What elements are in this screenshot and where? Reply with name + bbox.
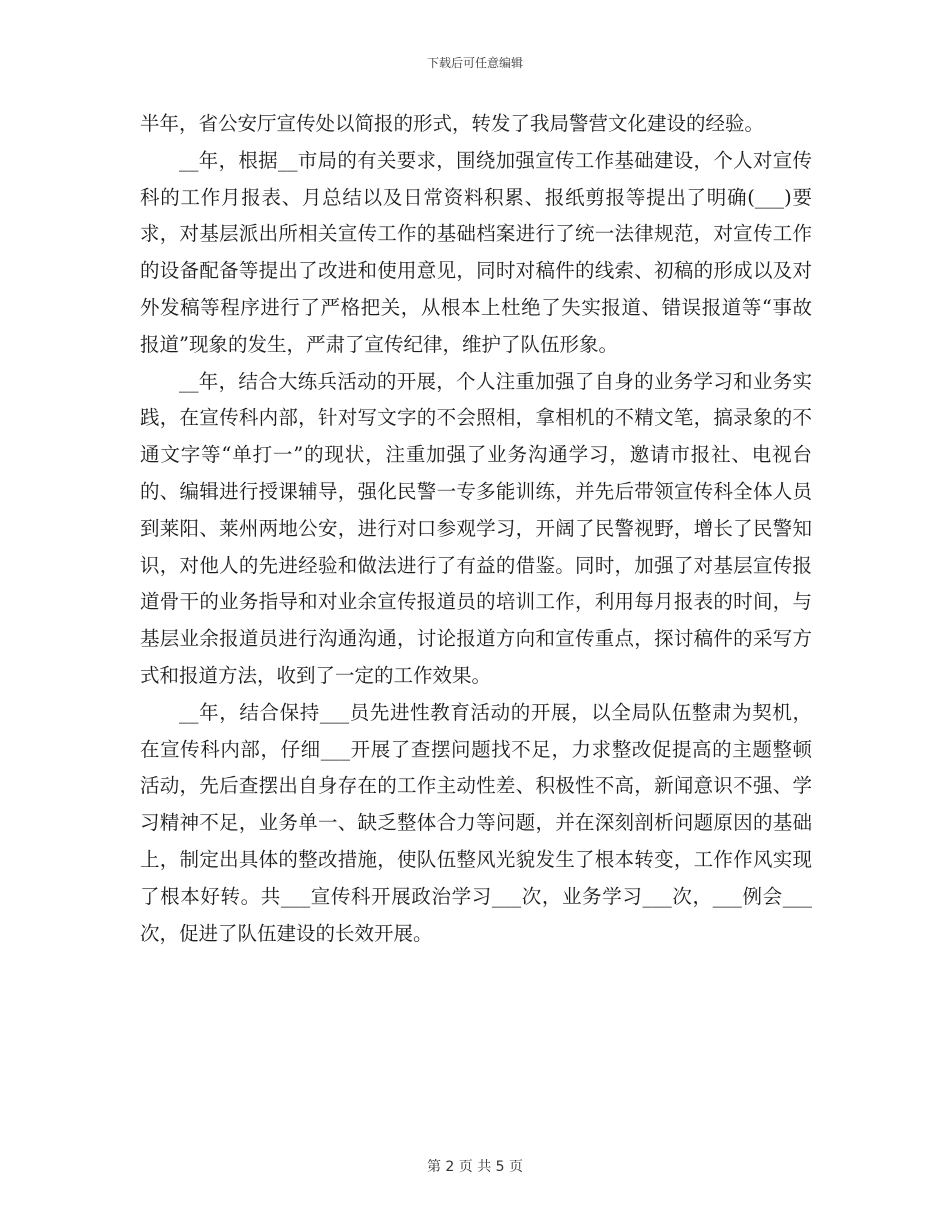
paragraph-2: __年，根据__市局的有关要求，围绕加强宣传工作基础建设，个人对宣传科的工作月报表、月总结以及日常资料积累、报纸剪报等提出了明确(___)要求，对基层派出所相关宣传工作的基础档案进行了统一法律规范，对宣传工作的设备配备等提出了改进和使用意见，同时对稿件的线索、初稿的形成以及对外发稿等程序进行了严格把关，从根本上杜绝了失实报道、错误报道等“事故报道”现象的发生，严肃了宣传纪律，维护了队伍形象。 [140, 148, 812, 356]
paragraph-4: __年，结合保持___员先进性教育活动的开展，以全局队伍整肃为契机，在宣传科内部，仔细___开展了查摆问题找不足，力求整改促提高的主题整顿活动，先后查摆出自身存在的工作主动性差、积极性不高，新闻意识不强、学习精神不足，业务单一、缺乏整体合力等问题，并在深刻剖析问题原因的基础上，制定出具体的整改措施，使队伍整风光貌发生了根本转变，工作作风实现了根本好转。共___宣传科开展政治学习___次，业务学习___次，___例会___次，促进了队伍建设的长效开展。 [140, 700, 812, 945]
paragraph-3: __年，结合大练兵活动的开展，个人注重加强了自身的业务学习和业务实践，在宣传科内部，针对写文字的不会照相，拿相机的不精文笔，搞录象的不通文字等“单打一”的现状，注重加强了业务沟通学习，邀请市报社、电视台的、编辑进行授课辅导，强化民警一专多能训练，并先后带领宣传科全体人员到莱阳、莱州两地公安，进行对口参观学习，开阔了民警视野，增长了民警知识，对他人的先进经验和做法进行了有益的借鉴。同时，加强了对基层宣传报道骨干的业务指导和对业余宣传报道员的培训工作，利用每月报表的时间，与基层业余报道员进行沟通沟通，讨论报道方向和宣传重点，探讨稿件的采写方式和报道方法，收到了一定的工作效果。 [140, 369, 812, 687]
document-body [140, 106, 812, 952]
page-header: 下载后可任意编辑 [426, 56, 523, 70]
page-footer: 第 2 页 共 5 页 [426, 1159, 524, 1175]
paragraph-1: 半年，省公安厅宣传处以简报的形式，转发了我局警营文化建设的经验。 [140, 112, 765, 135]
